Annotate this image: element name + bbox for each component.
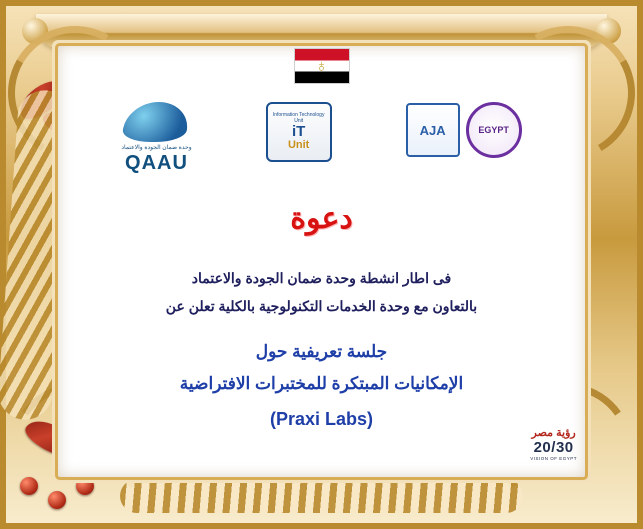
session-title-line-1: جلسة تعريفية حول [255, 342, 388, 361]
egypt-flag-icon [294, 48, 350, 84]
it-unit-badge-icon [266, 102, 332, 162]
body-line-2: بالتعاون مع وحدة الخدمات التكنولوجية بالكلية تعلن عن [165, 298, 478, 314]
it-unit-logo [266, 102, 332, 162]
vision-subtitle: VISION OF EGYPT [530, 456, 577, 461]
vision-number: 20/30 [533, 439, 574, 456]
session-title-english: (Praxi Labs) [269, 408, 374, 429]
it-unit-main-text: iT [291, 123, 306, 140]
headline-invitation: دعوة [290, 202, 353, 235]
logo-row [58, 102, 585, 175]
qaau-logo [121, 102, 191, 175]
accreditation-logos [406, 102, 522, 158]
invitation-content [58, 46, 585, 477]
session-title-line-2: الإمكانيات المبتكرة للمختبرات الافتراضية [179, 374, 464, 394]
body-text [166, 264, 477, 320]
it-unit-top-text: Information Technology Unit [272, 112, 325, 124]
session-title-arabic [180, 336, 463, 401]
vision-2030-logo [530, 426, 577, 461]
bottom-vine-ornament [120, 479, 523, 513]
qaau-swoosh-icon [122, 102, 192, 142]
eagle-glyph: ♁ [315, 56, 328, 76]
it-unit-sub-text: Unit [287, 139, 310, 151]
vision-arabic-text: رؤية مصر [531, 427, 576, 439]
aja-logo-icon: AJA [406, 103, 460, 157]
qaau-caption: وحدة ضمان الجودة والاعتماد [121, 145, 192, 151]
body-line-1: فى اطار انشطة وحدة ضمان الجودة والاعتماد [191, 270, 452, 286]
qaau-acronym: QAAU [125, 152, 188, 174]
university-emblem-icon: EGYPT [466, 102, 522, 158]
